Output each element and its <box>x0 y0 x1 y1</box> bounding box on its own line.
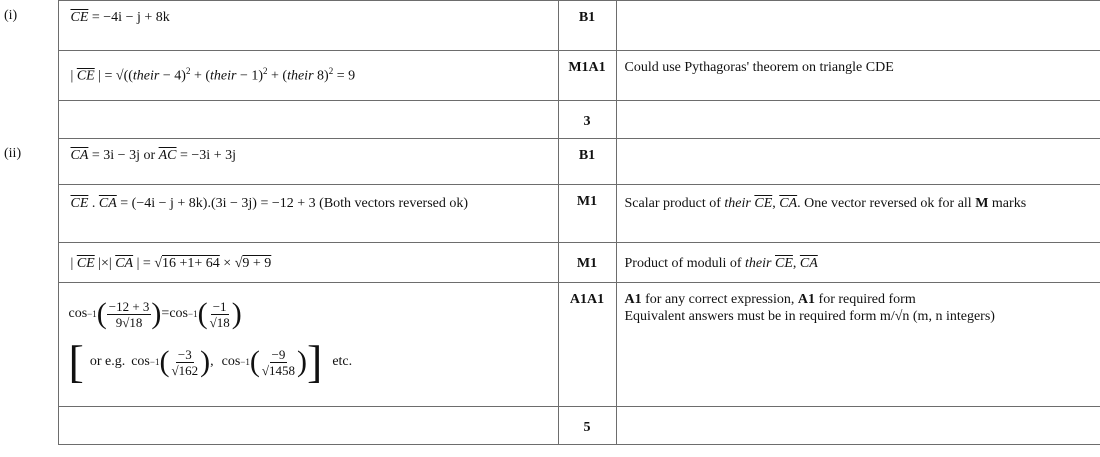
vector-ce: $\overline{CE}$ <box>70 10 89 25</box>
part-label-i: (i) <box>4 7 18 23</box>
guidance-cell: Product of moduli of their $\overline{CE}$, $\overline{CA}$ <box>616 243 1100 283</box>
expression-line-2: [ or e.g. cos −1 ( $\frac{-3}{√162}$ ) , cos −1 ( $\frac{-9}{√1458}$ ) ] etc. <box>68 336 353 387</box>
fraction: $\frac{-12 + 3}{9√18}$ <box>108 298 150 330</box>
guidance-cell <box>616 101 1100 139</box>
mark-cell: M1A1 <box>558 51 616 101</box>
mark-cell: M1 <box>558 185 616 243</box>
table-row <box>0 1 1100 51</box>
table-row <box>0 407 1100 445</box>
guidance-cell: Could use Pythagoras' theorem on triangle CDE <box>616 51 1100 101</box>
mark-total-cell: 5 <box>558 407 616 445</box>
answer-cell <box>58 101 558 139</box>
mark-cell: B1 <box>558 1 616 51</box>
guidance-cell <box>616 139 1100 185</box>
table-row <box>0 283 1100 407</box>
mark-cell: B1 <box>558 139 616 185</box>
answer-cell: $\overline{CA} = 3i - 3j$ or $\overline{AC} = -3i + 3j$ <box>58 139 558 185</box>
table-row <box>0 139 1100 185</box>
answer-cell <box>58 283 558 407</box>
mark-total-cell: 3 <box>558 101 616 139</box>
table-row <box>0 185 1100 243</box>
mark-cell: M1 <box>558 243 616 283</box>
answer-cell: | $\overline{CE}$ | = √((their − 4)$^2$ + (their − 1)$^2$ + (their 8)$^2$ = 9 <box>58 51 558 101</box>
expression-line-1: cos −1 ( $\frac{-12 + 3}{9√18}$ ) = cos −1 ( $\frac{-1}{√18}$ ) <box>68 297 242 330</box>
fraction: $\frac{-9}{√1458}$ <box>261 346 295 378</box>
fraction: $\frac{-3}{√162}$ <box>171 346 199 378</box>
mark-cell: A1A1 <box>558 283 616 407</box>
answer-cell <box>58 407 558 445</box>
guidance-cell <box>616 407 1100 445</box>
guidance-cell <box>616 1 1100 51</box>
vector-ac: $\overline{AC}$ <box>158 148 177 163</box>
table-row <box>0 51 1100 101</box>
guidance-cell: A1 for any correct expression, A1 for required form Equivalent answers must be in required form m/√n (m, n integers) <box>616 283 1100 407</box>
answer-cell: | $\overline{CE}$ |×| $\overline{CA}$ | = √16 +1+ 64 × √9 + 9 <box>58 243 558 283</box>
answer-cell: $\overline{CE} = -4i - j + 8k$ <box>58 1 558 51</box>
fraction: $\frac{-1}{√18}$ <box>209 298 230 330</box>
guidance-cell: Scalar product of their $\overline{CE}$, $\overline{CA}$. One vector reversed ok for all M marks <box>616 185 1100 243</box>
table-row <box>0 243 1100 283</box>
table-row <box>0 101 1100 139</box>
vector-ca: $\overline{CA}$ <box>70 148 89 163</box>
part-label-ii: (ii) <box>4 145 22 161</box>
answer-cell: $\overline{CE}$ . $\overline{CA} = (-4i - j + 8k).(3i - 3j) = -12 + 3$ (Both vectors reversed ok) <box>58 185 558 243</box>
